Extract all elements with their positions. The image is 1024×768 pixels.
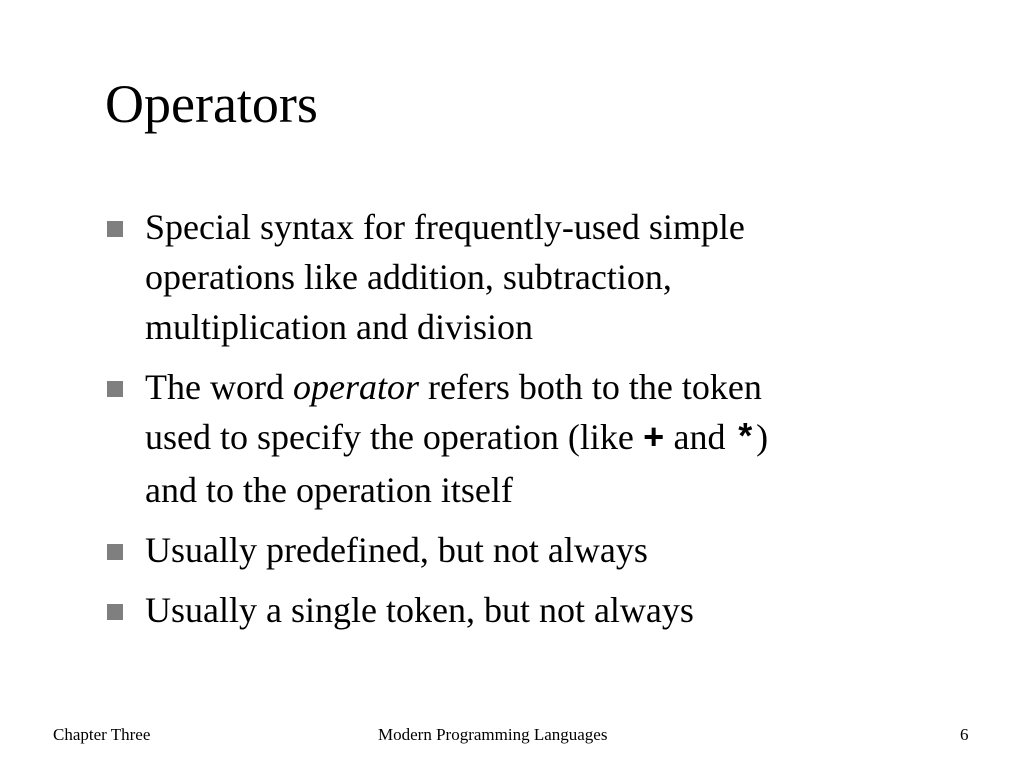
bullet-4-line-1: Usually a single token, but not always bbox=[145, 590, 694, 630]
operator-italic-term: operator bbox=[292, 367, 419, 407]
asterisk-operator-code: * bbox=[734, 419, 757, 460]
bullet-3-line-1: Usually predefined, but not always bbox=[145, 530, 648, 570]
square-bullet-icon bbox=[107, 604, 123, 620]
bullet-1-line-1: Special syntax for frequently-used simple bbox=[145, 207, 745, 247]
plus-operator-code: + bbox=[642, 419, 665, 460]
bullet-item-4 bbox=[105, 585, 965, 635]
bullet-2-text: ) bbox=[756, 417, 769, 457]
footer-course-title: Modern Programming Languages bbox=[378, 725, 608, 744]
bullet-2-line-3: and to the operation itself bbox=[145, 470, 513, 510]
slide-title: Operators bbox=[105, 74, 318, 134]
bullet-item-3 bbox=[105, 525, 965, 575]
bullet-1-line-2: operations like addition, subtraction, bbox=[145, 257, 672, 297]
bullet-2-text: used to specify the operation (like bbox=[145, 417, 643, 457]
bullet-2-line-2 bbox=[145, 412, 965, 465]
bullet-1-line-3: multiplication and division bbox=[145, 307, 533, 347]
footer-page-number: 6 bbox=[960, 725, 969, 744]
square-bullet-icon bbox=[107, 544, 123, 560]
bullet-list bbox=[105, 202, 965, 645]
bullet-2-text: and bbox=[664, 417, 735, 457]
bullet-item-2 bbox=[105, 362, 965, 515]
square-bullet-icon bbox=[107, 221, 123, 237]
bullet-2-text: The word bbox=[145, 367, 293, 407]
square-bullet-icon bbox=[107, 381, 123, 397]
footer-chapter: Chapter Three bbox=[53, 725, 151, 744]
bullet-item-1 bbox=[105, 202, 965, 352]
bullet-2-line-1 bbox=[145, 362, 965, 412]
bullet-2-text: refers both to the token bbox=[418, 367, 762, 407]
